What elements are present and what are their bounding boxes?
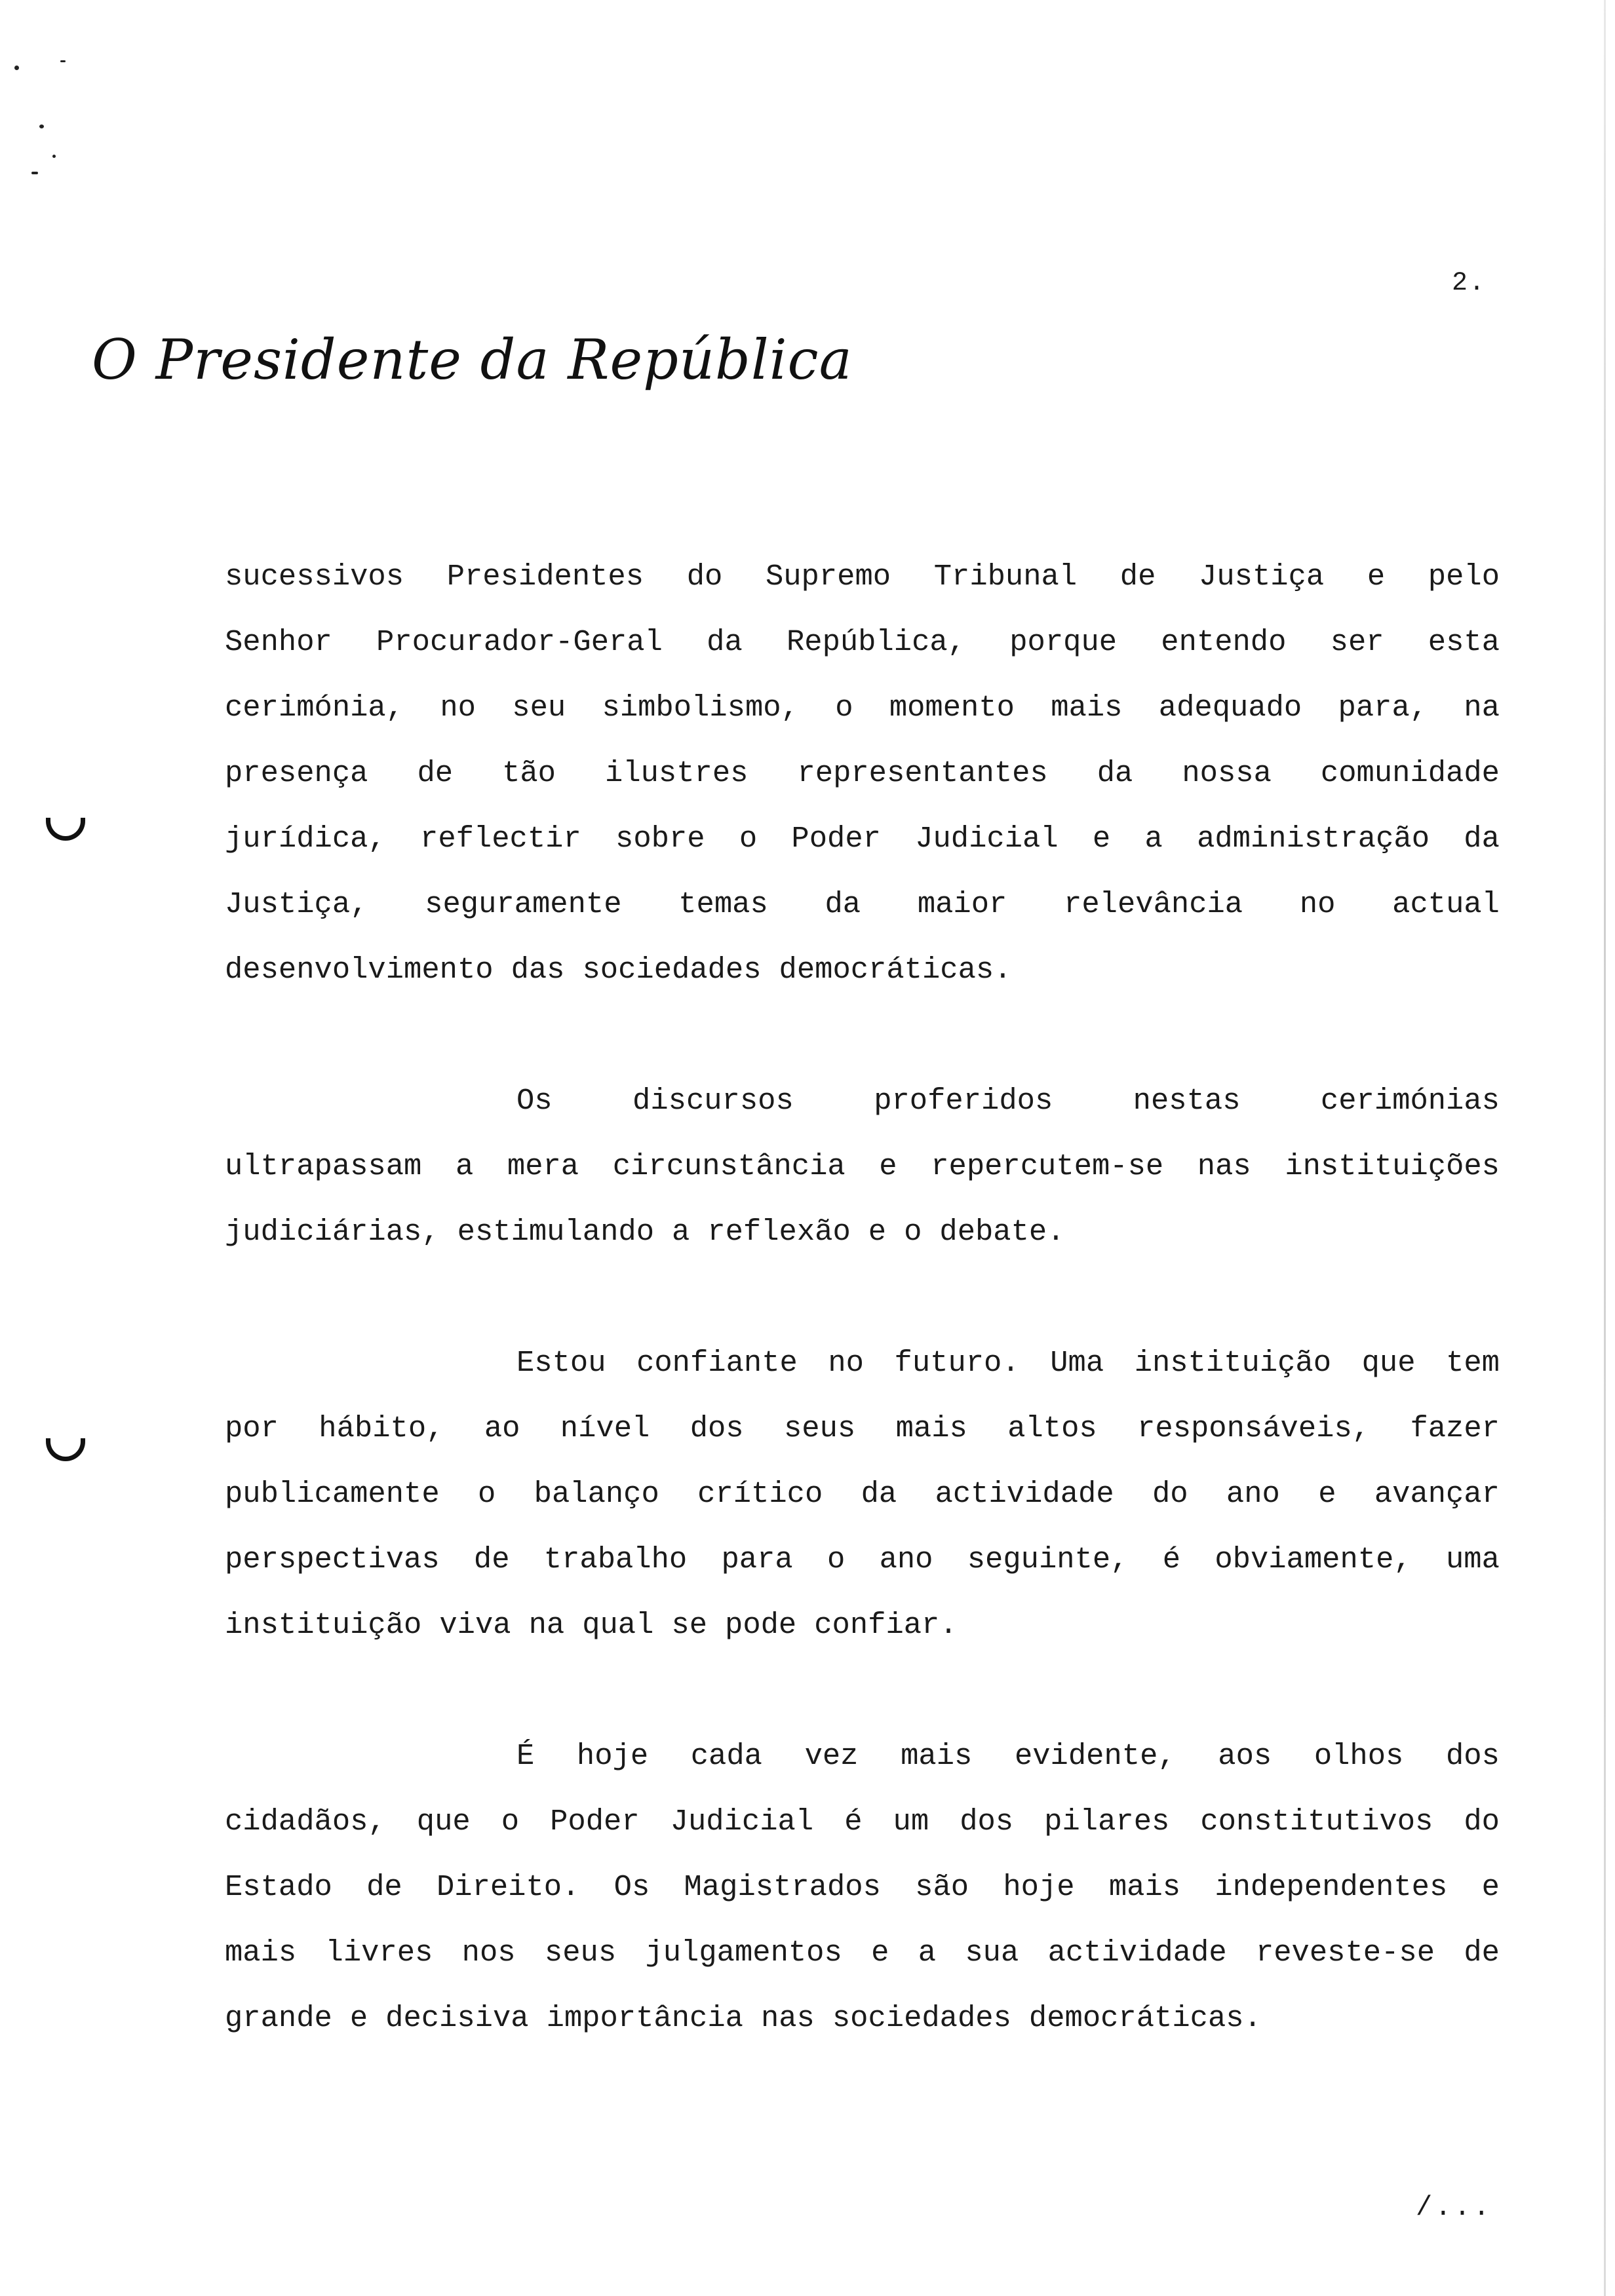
word: cerimónias: [1320, 1084, 1500, 1118]
word: reflectir: [420, 822, 581, 856]
word: a: [672, 1215, 690, 1249]
word: Supremo: [765, 560, 891, 594]
word: mais: [1108, 1870, 1181, 1904]
word: balanço: [534, 1477, 659, 1511]
word: futuro.: [894, 1346, 1020, 1380]
word: o: [835, 691, 853, 725]
word: mais: [1051, 691, 1123, 725]
word: debate.: [939, 1215, 1065, 1249]
word: aos: [1218, 1739, 1272, 1773]
word: reflexão: [707, 1215, 851, 1249]
margin-mark: [46, 1438, 85, 1461]
word: mais: [225, 1936, 297, 1970]
word: nossa: [1182, 756, 1272, 790]
word: seguinte,: [967, 1542, 1129, 1577]
word: e: [1092, 822, 1111, 856]
scan-speck: [31, 172, 38, 174]
word: seus: [544, 1936, 617, 1970]
word: ano: [1226, 1477, 1280, 1511]
word: ao: [484, 1411, 520, 1445]
word: tem: [1446, 1346, 1500, 1380]
word: desenvolvimento: [225, 953, 494, 987]
word: decisiva: [385, 2001, 529, 2035]
word: a: [455, 1149, 474, 1183]
word: Uma: [1050, 1346, 1104, 1380]
word: sociedades: [582, 953, 762, 987]
word: dos: [960, 1805, 1014, 1839]
word: vez: [804, 1739, 859, 1773]
word: de: [1119, 560, 1156, 594]
margin-mark: [46, 818, 85, 841]
word: se: [671, 1608, 708, 1642]
word: nas: [760, 2001, 815, 2035]
word: ilustres: [605, 756, 749, 790]
word: na: [1464, 691, 1500, 725]
word: Justiça: [1199, 560, 1325, 594]
text-line: [225, 1592, 1500, 1658]
word: evidente,: [1014, 1739, 1176, 1773]
text-line: [225, 740, 1500, 806]
word: ano: [879, 1542, 933, 1577]
word: mais: [901, 1739, 973, 1773]
word: porque: [1009, 625, 1118, 659]
text-line: [225, 1920, 1500, 1985]
word: hoje: [576, 1739, 649, 1773]
word: o: [827, 1542, 846, 1577]
word: por: [225, 1411, 279, 1445]
word: Os: [516, 1084, 553, 1118]
word: hábito,: [319, 1411, 444, 1445]
text-line: [225, 1723, 1500, 1789]
word: no: [1299, 887, 1336, 921]
word: Justiça,: [225, 887, 368, 921]
text-line: [225, 1461, 1500, 1527]
word: nas: [1197, 1149, 1251, 1183]
word: Judicial: [670, 1805, 814, 1839]
word: reveste-se: [1255, 1936, 1435, 1970]
word: responsáveis,: [1137, 1411, 1371, 1445]
word: maior: [917, 887, 1007, 921]
text-line: [225, 1199, 1500, 1265]
text-line: [225, 675, 1500, 740]
word: esta: [1428, 625, 1500, 659]
word: simbolismo,: [602, 691, 799, 725]
text-line: [225, 937, 1500, 1003]
word: Magistrados: [684, 1870, 881, 1904]
word: pelo: [1428, 560, 1500, 594]
scan-edge: [1604, 0, 1606, 2296]
word: representantes: [797, 756, 1048, 790]
word: cerimónia,: [225, 691, 404, 725]
word: uma: [1445, 1542, 1500, 1577]
word: comunidade: [1320, 756, 1500, 790]
text-line: [225, 544, 1500, 609]
paragraph: [225, 544, 1500, 1003]
word: da: [1464, 822, 1500, 856]
word: da: [1097, 756, 1133, 790]
word: tão: [502, 756, 556, 790]
word: seus: [784, 1411, 856, 1445]
word: o: [739, 822, 758, 856]
word: ultrapassam: [225, 1149, 422, 1183]
word: mera: [507, 1149, 579, 1183]
word: cada: [690, 1739, 762, 1773]
word: pode: [725, 1608, 797, 1642]
word: Senhor: [225, 625, 332, 659]
word: são: [915, 1870, 969, 1904]
word: avançar: [1374, 1477, 1500, 1511]
word: Poder: [791, 822, 881, 856]
paragraph: [225, 1723, 1500, 2051]
text-line: [225, 1854, 1500, 1920]
word: um: [893, 1805, 929, 1839]
word: mais: [895, 1411, 967, 1445]
word: relevância: [1064, 887, 1243, 921]
word: sobre: [615, 822, 705, 856]
word: perspectivas: [225, 1542, 440, 1577]
word: da: [861, 1477, 897, 1511]
word: entendo: [1161, 625, 1287, 659]
word: sua: [965, 1936, 1019, 1970]
word: publicamente: [225, 1477, 440, 1511]
word: é: [844, 1805, 863, 1839]
word: no: [440, 691, 476, 725]
word: nestas: [1133, 1084, 1241, 1118]
word: actividade: [935, 1477, 1114, 1511]
word: confiante: [636, 1346, 798, 1380]
word: e: [349, 2001, 368, 2035]
word: momento: [889, 691, 1015, 725]
paragraph: [225, 1330, 1500, 1658]
word: nível: [560, 1411, 650, 1445]
word: na: [528, 1608, 565, 1642]
word: Judicial: [915, 822, 1059, 856]
body-text: [225, 544, 1500, 2116]
word: administração: [1197, 822, 1430, 856]
word: o: [478, 1477, 496, 1511]
scan-speck: [52, 155, 56, 158]
word: democráticas.: [779, 953, 1012, 987]
text-line: [225, 1134, 1500, 1199]
word: Direito.: [436, 1870, 580, 1904]
letterhead-title: O Presidente da República: [92, 328, 853, 392]
word: grande: [225, 2001, 332, 2035]
word: do: [686, 560, 723, 594]
word: É: [516, 1739, 535, 1773]
word: a: [1144, 822, 1163, 856]
word: democráticas.: [1028, 2001, 1262, 2035]
word: fazer: [1410, 1411, 1500, 1445]
text-line: [225, 1985, 1500, 2051]
word: trabalho: [543, 1542, 688, 1577]
continuation-mark: /...: [1416, 2192, 1492, 2223]
scan-speck: [60, 60, 66, 62]
word: proferidos: [874, 1084, 1053, 1118]
word: qual: [582, 1608, 654, 1642]
word: jurídica,: [225, 822, 386, 856]
word: sociedades: [832, 2001, 1011, 2035]
word: presença: [225, 756, 368, 790]
word: da: [825, 887, 861, 921]
text-line: [225, 1527, 1500, 1592]
word: e: [871, 1936, 889, 1970]
word: e: [868, 1215, 887, 1249]
word: e: [879, 1149, 897, 1183]
word: que: [416, 1805, 471, 1839]
word: Estou: [516, 1346, 606, 1380]
text-line: [225, 1330, 1500, 1396]
word: estimulando: [457, 1215, 655, 1249]
word: do: [1152, 1477, 1188, 1511]
word: actual: [1392, 887, 1500, 921]
word: e: [1481, 1870, 1500, 1904]
word: seu: [512, 691, 566, 725]
word: Estado: [225, 1870, 332, 1904]
text-line: [225, 1789, 1500, 1854]
word: República,: [786, 625, 966, 659]
word: o: [501, 1805, 520, 1839]
scan-speck: [39, 124, 44, 128]
word: a: [918, 1936, 937, 1970]
word: viva: [439, 1608, 511, 1642]
word: actividade: [1047, 1936, 1227, 1970]
word: obviamente,: [1215, 1542, 1412, 1577]
word: de: [366, 1870, 402, 1904]
word: crítico: [697, 1477, 823, 1511]
word: dos: [690, 1411, 744, 1445]
word: e: [1318, 1477, 1336, 1511]
word: instituições: [1285, 1149, 1500, 1183]
text-line: [225, 871, 1500, 937]
word: circunstância: [612, 1149, 846, 1183]
word: livres: [325, 1936, 433, 1970]
word: instituição: [1134, 1346, 1332, 1380]
paragraph: [225, 1068, 1500, 1265]
word: adequado: [1158, 691, 1302, 725]
word: repercutem-se: [931, 1149, 1164, 1183]
word: Tribunal: [933, 560, 1078, 594]
word: no: [828, 1346, 864, 1380]
word: o: [904, 1215, 922, 1249]
word: temas: [678, 887, 768, 921]
word: das: [511, 953, 565, 987]
word: seguramente: [425, 887, 622, 921]
word: de: [1464, 1936, 1500, 1970]
word: para,: [1338, 691, 1428, 725]
word: de: [417, 756, 454, 790]
word: que: [1361, 1346, 1416, 1380]
word: independentes: [1215, 1870, 1448, 1904]
word: cidadãos,: [225, 1805, 386, 1839]
word: da: [707, 625, 743, 659]
word: Presidentes: [446, 560, 644, 594]
word: de: [473, 1542, 510, 1577]
word: Os: [613, 1870, 650, 1904]
word: instituição: [225, 1608, 422, 1642]
scan-speck: [14, 66, 19, 70]
word: Procurador-Geral: [376, 625, 663, 659]
word: constitutivos: [1200, 1805, 1433, 1839]
word: hoje: [1003, 1870, 1075, 1904]
word: Poder: [550, 1805, 640, 1839]
text-line: [225, 1068, 1500, 1134]
word: confiar.: [814, 1608, 958, 1642]
word: dos: [1445, 1739, 1500, 1773]
word: altos: [1007, 1411, 1097, 1445]
word: julgamentos: [645, 1936, 842, 1970]
word: ser: [1330, 625, 1384, 659]
word: para: [721, 1542, 793, 1577]
word: do: [1464, 1805, 1500, 1839]
page-number: 2.: [1452, 269, 1487, 298]
word: olhos: [1313, 1739, 1404, 1773]
text-line: [225, 806, 1500, 871]
word: nos: [461, 1936, 516, 1970]
word: e: [1367, 560, 1386, 594]
text-line: [225, 1396, 1500, 1461]
word: sucessivos: [225, 560, 404, 594]
word: discursos: [632, 1084, 794, 1118]
word: importância: [546, 2001, 743, 2035]
word: pilares: [1044, 1805, 1170, 1839]
word: é: [1162, 1542, 1181, 1577]
word: judiciárias,: [225, 1215, 440, 1249]
text-line: [225, 609, 1500, 675]
